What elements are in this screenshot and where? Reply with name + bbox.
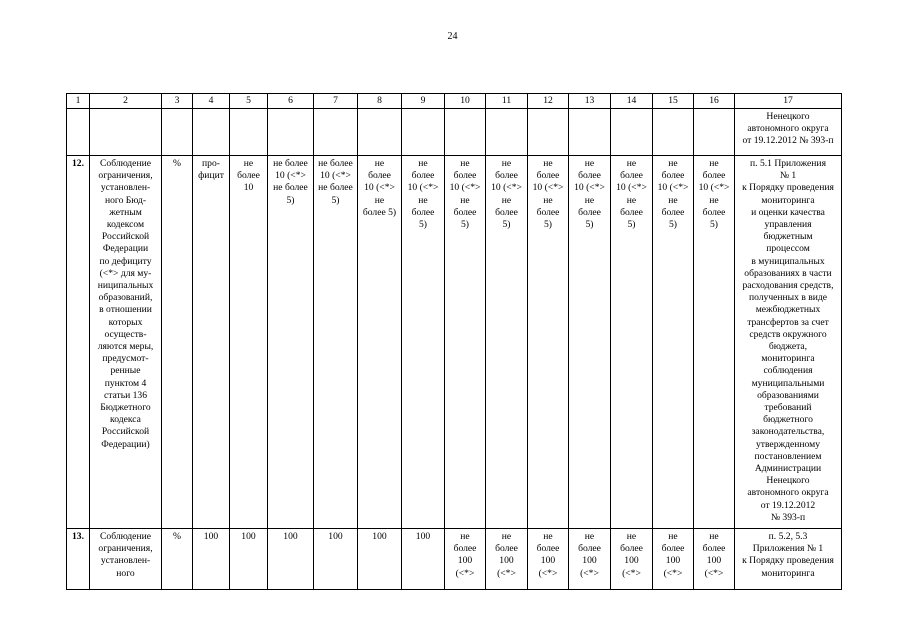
value-cell: не более 100 (<*> <box>653 529 694 590</box>
column-header: 11 <box>486 94 528 109</box>
table-cell <box>162 109 193 156</box>
table-cell <box>90 109 162 156</box>
value-cell: не более 10 (<*> не более 5) <box>486 156 528 529</box>
column-header: 14 <box>611 94 653 109</box>
source-reference-cell: Ненецкого автономного округа от 19.12.2012 № 393-п <box>735 109 842 156</box>
column-header: 8 <box>358 94 402 109</box>
value-cell: 100 <box>230 529 268 590</box>
table-cell <box>653 109 694 156</box>
column-header: 13 <box>569 94 611 109</box>
column-number-row <box>67 94 842 109</box>
value-cell: не более 10 <box>230 156 268 529</box>
table-cell <box>611 109 653 156</box>
row-number: 12. <box>67 156 90 529</box>
value-cell: не более 100 (<*> <box>694 529 735 590</box>
column-header: 1 <box>67 94 90 109</box>
table-cell <box>358 109 402 156</box>
indicator-name: Соблюдение ограничения, установлен- ного <box>90 529 162 590</box>
source-reference-cell: п. 5.1 Приложения № 1 к Порядку проведения мониторинга и оценки качества управления бюджетным процессом в муниципальных образованиях в части расходования средств, полученных в виде межбюджетных трансфертов за счет средств окружного бюджета, мониторинга соблюдения муниципальными образованиями требований бюджетного законодательства, утвержденному постановлением Администрации Ненецкого автономного округа от 19.12.2012 № 393-п <box>735 156 842 529</box>
column-header: 12 <box>528 94 569 109</box>
table-cell <box>569 109 611 156</box>
value-cell: не более 100 (<*> <box>569 529 611 590</box>
indicator-table <box>66 93 842 590</box>
value-cell: не более 10 (<*> не более 5) <box>268 156 314 529</box>
indicator-name: Соблюдение ограничения, установлен- ного Бюд- жетным кодексом Российской Федерации по дефициту (<*> для му- ниципальных образований, в отношении которых осуществ- ляются меры, предусмот- ренные пунктом 4 статьи 136 Бюджетного кодекса Российской Федерации) <box>90 156 162 529</box>
continuation-row <box>67 109 842 156</box>
table-cell <box>402 109 445 156</box>
value-cell: про- фицит <box>193 156 230 529</box>
value-cell: не более 10 (<*> не более 5) <box>358 156 402 529</box>
column-header: 10 <box>445 94 486 109</box>
value-cell: не более 100 (<*> <box>486 529 528 590</box>
column-header: 2 <box>90 94 162 109</box>
table-cell <box>230 109 268 156</box>
column-header: 16 <box>694 94 735 109</box>
table-row-12 <box>67 156 842 529</box>
table-cell <box>314 109 358 156</box>
value-cell: 100 <box>268 529 314 590</box>
value-cell: не более 10 (<*> не более 5) <box>528 156 569 529</box>
table-cell <box>694 109 735 156</box>
source-reference-cell: п. 5.2, 5.3 Приложения № 1 к Порядку проведения мониторинга <box>735 529 842 590</box>
table-cell <box>268 109 314 156</box>
value-cell: не более 10 (<*> не более 5) <box>694 156 735 529</box>
value-cell: не более 10 (<*> не более 5) <box>445 156 486 529</box>
value-cell: не более 10 (<*> не более 5) <box>314 156 358 529</box>
value-cell: не более 10 (<*> не более 5) <box>569 156 611 529</box>
value-cell: не более 10 (<*> не более 5) <box>611 156 653 529</box>
row-number: 13. <box>67 529 90 590</box>
page-number: 24 <box>447 31 458 42</box>
value-cell: не более 100 (<*> <box>611 529 653 590</box>
column-header: 4 <box>193 94 230 109</box>
unit-cell: % <box>162 529 193 590</box>
value-cell: 100 <box>402 529 445 590</box>
value-cell: не более 10 (<*> не более 5) <box>653 156 694 529</box>
column-header: 6 <box>268 94 314 109</box>
table-cell <box>528 109 569 156</box>
column-header: 3 <box>162 94 193 109</box>
column-header: 9 <box>402 94 445 109</box>
value-cell: 100 <box>358 529 402 590</box>
table-row-13 <box>67 529 842 590</box>
unit-cell: % <box>162 156 193 529</box>
value-cell: 100 <box>193 529 230 590</box>
value-cell: не более 100 (<*> <box>445 529 486 590</box>
column-header: 7 <box>314 94 358 109</box>
table-cell <box>445 109 486 156</box>
table-cell <box>193 109 230 156</box>
value-cell: не более 100 (<*> <box>528 529 569 590</box>
column-header: 5 <box>230 94 268 109</box>
table-cell <box>486 109 528 156</box>
value-cell: 100 <box>314 529 358 590</box>
column-header: 15 <box>653 94 694 109</box>
table-cell <box>67 109 90 156</box>
value-cell: не более 10 (<*> не более 5) <box>402 156 445 529</box>
column-header: 17 <box>735 94 842 109</box>
